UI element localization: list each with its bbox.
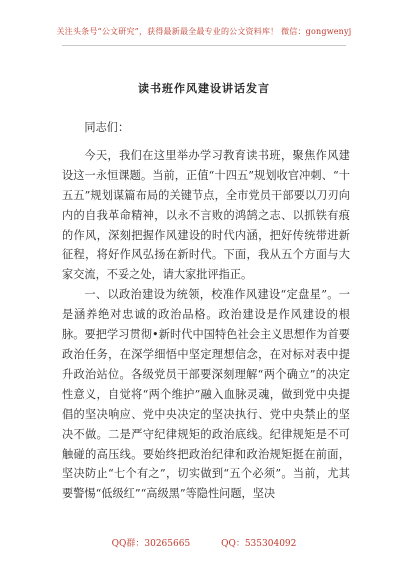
document-title: 读书班作风建设讲话发言 <box>138 82 270 95</box>
footer-qq-group: QQ群：30265665 <box>111 539 191 549</box>
paragraph-intro: 今天，我们在这里举办学习教育读书班，聚焦作风建设这一永恒课题。当前，正值“十四五”规划收官冲刺、“十五五”规划谋篇布局的关键节点，全市党员干部要以刀刃向内的自我革命精神，以永不言败的鸿鹄之志、以抓铁有痕的作风，深刻把握作风建设的时代内涵，把好传统带进新征程，将好作风弘扬在新时代。下面，我从五个方面与大家交流，不妥之处，请大家批评指正。 <box>62 148 350 282</box>
header-banner: 关注头条号“公文研究”，获得最新最全最专业的公文资料库！ 微信：gongwenyj <box>56 27 352 36</box>
footer-qq: QQ：535304092 <box>221 539 297 549</box>
header-divider <box>62 45 346 46</box>
greeting: 同志们： <box>84 121 130 134</box>
paragraph-section-one: 一、以政治建设为统领，校准作风建设“定盘星”。一是涵养绝对忠诚的政治品格。政治建设是作风建设的根脉。要把学习贯彻•新时代中国特色社会主义思想作为首要政治任务，在深学细悟中坚定理想信念，在对标对表中提升政治站位。各级党员干部要深刻理解“两个确立”的决定性意义，自觉将“两个维护”融入血脉灵魂，做到党中央提倡的坚决响应、党中央决定的坚决执行、党中央禁止的坚决不做。二是严守纪律规矩的政治底线。纪律规矩是不可触碰的高压线。要始终把政治纪律和政治规矩挺在前面，坚决防止“七个有之”，切实做到“五个必须”。当前，尤其要警惕“低级红”“高级黑”等隐性问题，坚决 <box>62 288 350 501</box>
document-body <box>62 118 350 504</box>
footer <box>0 536 408 549</box>
